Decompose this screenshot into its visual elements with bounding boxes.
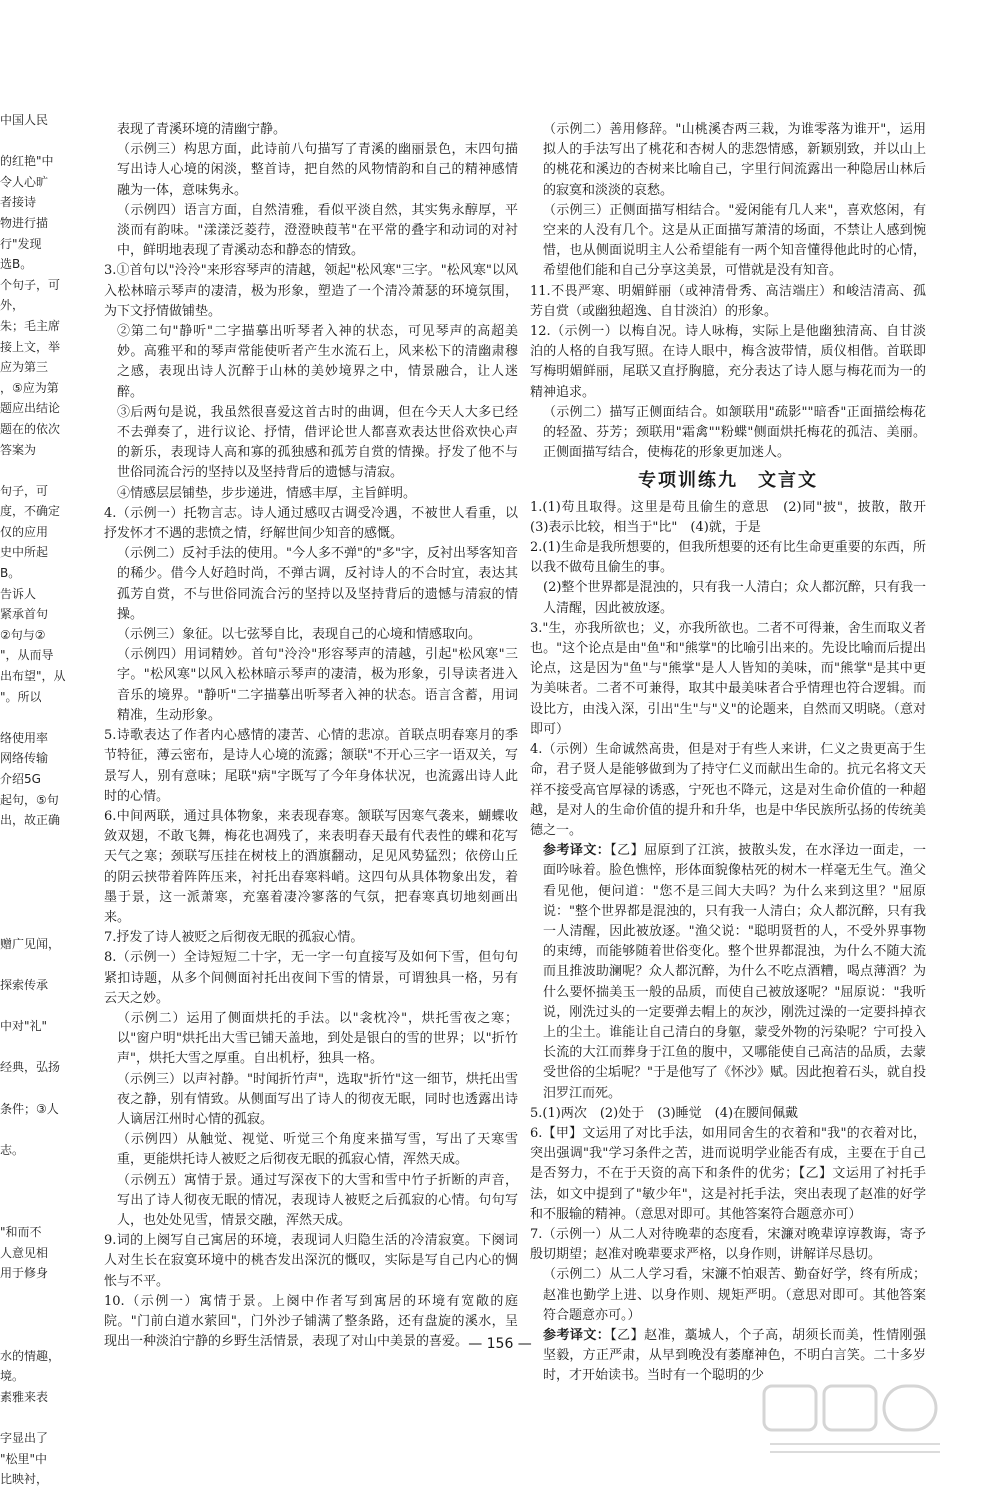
answer-paragraph: （示例五）寓情于景。通过写深夜下的大雪和雪中竹子折断的声音，写出了诗人彻夜无眠的情况，表现诗人被贬之后孤寂的心情。句句写人，也处处见雪，情景交融，浑然天成。 xyxy=(117,1172,518,1228)
answer-paragraph: 4.（示例）生命诚然高贵，但是对于有些人来讲，仁义之贵更高于生命，君子贤人是能够做到为了持守仁义而献出生命的。抗元名将文天祥不接受高官厚禄的诱惑，宁死也不降元，这是对生命价值的一种超越，是对人的生命价值的提升和升华，也是中华民族所弘扬的传统美德之一。 xyxy=(530,742,926,838)
edge-fragment xyxy=(0,1078,68,1099)
answer-paragraph: 9.词的上阕写自己寓居的环境，表现词人归隐生活的冷清寂寞。下阕词人对生长在寂寞环境中的桃杏发出深沉的慨叹，实际是写自己内心的惆怅与不平。 xyxy=(104,1233,518,1289)
edge-fragment: 接上文，举 xyxy=(0,339,61,354)
answer-paragraph: 6.【甲】文运用了对比手法，如用同舍生的衣着和"我"的衣着对比，突出强调"我"学习条件之苦，进而说明学业能否有成，主要在于自己是否努力，不在于天资的高下和条件的优劣；【乙】文运用了衬托手法，如文中提到了"敏少年"，这是衬托手法，突出表现了赵准的好学和不服输的精神。（意思对即可。其他答案符合题意亦可） xyxy=(530,1125,926,1222)
watermark-icon xyxy=(760,1380,960,1460)
edge-fragment: 水的情趣， xyxy=(0,1348,61,1363)
edge-fragment xyxy=(0,996,68,1017)
edge-fragment xyxy=(0,831,68,852)
answer-paragraph: ②第二句"静听"二字描摹出听琴者入神的状态，可见琴声的高超美妙。高雅平和的琴声常能使听者产生水流石上，风来松下的清幽肃穆之感，表现出诗人沉醉于山林的美妙境界之中，情景融合，让人迷醉。 xyxy=(117,324,518,400)
edge-fragment: 条件；③人 xyxy=(0,1101,59,1116)
answer-paragraph: （示例三）象征。以七弦琴自比，表现自己的心境和情感取向。 xyxy=(117,627,482,643)
answer-paragraph: 8.（示例一）全诗短短二十字，无一字一句直接写及如何下雪，但句句紧扣诗题，从多个间侧面衬托出夜间下雪的情景，可谓独具一格，另有云天之妙。 xyxy=(104,950,518,1006)
answer-paragraph: 2.(1)生命是我所想要的，但我所想要的还有比生命更重要的东西，所以我不做苟且偷生的事。 xyxy=(530,540,926,576)
edge-fragment xyxy=(0,872,68,893)
edge-fragment: 紧承首句 xyxy=(0,607,49,622)
edge-fragment: 选B。 xyxy=(0,257,33,272)
edge-fragment: 经典，弘扬 xyxy=(0,1060,61,1075)
translation-text: 【乙】赵准，藁城人，个子高，胡须长而美，性情刚强坚毅，方正严肃，从早到晚没有萎靡神色，不明白言笑。二十多岁时，才开始读书。当时有一个聪明的少 xyxy=(543,1327,926,1384)
answer-paragraph: 3.①首句以"泠泠"来形容琴声的清越，领起"松风寒"三字。"松风寒"以风入松林暗示琴声的凄清，极为形象，塑造了一个清冷萧瑟的环境氛围，为下文抒情做铺垫。 xyxy=(104,263,518,319)
answer-paragraph: 7.（示例一）从二人对待晚辈的态度看，宋濂对晚辈谆谆教诲，寄予殷切期望；赵准对晚辈要求严格，以身作则，讲解详尽恳切。 xyxy=(530,1226,926,1263)
right-column-bottom xyxy=(530,498,940,1387)
edge-fragment: 题在的依次 xyxy=(0,421,61,436)
watermark-logo xyxy=(760,1380,960,1460)
edge-fragment xyxy=(0,913,68,934)
right-column-top xyxy=(530,120,926,463)
answer-paragraph: （示例三）正侧面描写相结合。"爱闲能有几人来"，喜欢悠闲，有空来的人没有几个。这是从正面描写萧清的场面，不禁让人感到惋惜，也从侧面说明主人公希望能有一两个知音懂得他此时的心情，希望他们能和自己分享这美景，可惜就是没有知音。 xyxy=(543,202,926,279)
answer-paragraph: 12.（示例一）以梅自况。诗人咏梅，实际上是他幽独清高、自甘淡泊的人格的自我写照。在诗人眼中，梅含波带情，质仪相偕。首联即写梅明媚鲜丽，尾联又直抒胸臆，充分表达了诗人愿与梅花而为一的精神追求。 xyxy=(530,324,926,400)
edge-fragment: 物进行描 xyxy=(0,215,49,230)
edge-fragment: 应为第三 xyxy=(0,360,49,375)
edge-fragment: 朱；毛主席 xyxy=(0,318,61,333)
edge-fragment: 字显出了 xyxy=(0,1431,49,1445)
edge-fragment: 者接诗 xyxy=(0,195,37,210)
edge-fragment: B。 xyxy=(0,566,21,581)
edge-fragment: "，从而导 xyxy=(0,648,54,663)
edge-fragment xyxy=(0,131,68,152)
answer-paragraph: 7.抒发了诗人被贬之后彻夜无眠的孤寂心情。 xyxy=(104,930,364,946)
edge-fragment: 的红艳"中 xyxy=(0,154,54,169)
answer-paragraph: 5.(1)两次 (2)处于 (3)睡觉 (4)在腰间佩戴 xyxy=(530,1105,799,1121)
answer-paragraph: （示例三）以声衬静。"时闻折竹声"，选取"折竹"这一细节，烘托出雪夜之静，别有情致。从侧面写出了诗人的彻夜无眠，同时也透露出诗人谪居江州时心情的孤寂。 xyxy=(117,1071,518,1127)
edge-fragment: 中对"礼" xyxy=(0,1019,48,1034)
edge-fragment: 用于修身 xyxy=(0,1266,49,1281)
answer-paragraph: 11.不畏严寒、明媚鲜丽（或神清骨秀、高洁端庄）和峻洁清高、孤芳自赏（或幽独超逸、自甘淡泊）的形象。 xyxy=(530,283,926,319)
answer-paragraph: ③后两句是说，我虽然很喜爱这首古时的曲调，但在今天人大多已经不去弹奏了，进行议论、抒情，借评论世人都喜欢表达世俗欢快心声的新乐，表现诗人高和寡的孤独感和孤芳自赏的情操。抒发了他不与世俗同流合污的坚持以及坚持背后的遗憾与清寂。 xyxy=(117,404,518,481)
edge-fragment: 境。 xyxy=(0,1369,25,1384)
edge-fragment: ②句与② xyxy=(0,627,46,642)
right-column xyxy=(530,120,940,1387)
section-title: 专项训练九 文言文 xyxy=(638,470,818,492)
edge-fragment xyxy=(0,1304,68,1325)
edge-fragment: 史中所起 xyxy=(0,545,49,560)
edge-fragment: 仅的应用 xyxy=(0,524,49,539)
edge-fragment: 题应出结论 xyxy=(0,401,61,416)
answer-paragraph: 1.(1)苟且取得。这里是苟且偷生的意思 (2)同"披"，披散，散开 (3)表示比较，相当于"比" (4)就，于是 xyxy=(530,499,940,535)
translation-label: 参考译文： xyxy=(543,843,611,859)
edge-fragment: "。所以 xyxy=(0,689,42,704)
edge-fragment: 出，故正确 xyxy=(0,813,61,828)
edge-fragment xyxy=(0,893,68,914)
edge-fragment xyxy=(0,1037,68,1058)
edge-fragment: 比映衬， xyxy=(0,1472,49,1487)
edge-fragment: 中国人民 xyxy=(0,113,49,127)
page-number: — 156 — xyxy=(468,1336,532,1352)
edge-fragment: 志。 xyxy=(0,1142,25,1157)
answer-paragraph: （示例二）从二人学习看，宋濂不怕艰苦、勤奋好学，终有所成；赵准也勤学上进、以身作则、规矩严明。（意思对即可。其他答案符合题意亦可。） xyxy=(543,1267,926,1323)
edge-fragment: 度，不确定 xyxy=(0,504,61,519)
answer-paragraph: 5.诗歌表达了作者内心感情的凄苦、心情的悲凉。首联点明春寒月的季节特征，薄云密布，是诗人心境的流露；颔联"不开心三字一语双关，写景写人，别有意味；尾联"病"字既写了今年身体状况，也流露出诗人此时的心情。 xyxy=(104,728,518,804)
middle-column xyxy=(104,120,518,1352)
edge-fragment xyxy=(0,1201,68,1222)
answer-paragraph: (2)整个世界都是混浊的，只有我一人清白；众人都沉醉，只有我一人清醒，因此被放逐。 xyxy=(543,580,926,616)
answer-paragraph: （示例二）描写正侧面结合。如颔联用"疏影""暗香"正面描绘梅花的轻盈、芬芳；颈联用"霜禽""粉蝶"侧面烘托梅花的孤洁、美丽。正侧面描写结合，使梅花的形象更加迷人。 xyxy=(543,404,926,461)
edge-fragment: 网络传输 xyxy=(0,751,49,766)
answer-paragraph: 6.中间两联，通过具体物象，来表现春寒。颔联写因寒气袭来，蝴蝶收敛双翅，不敢飞舞，梅花也凋残了，来表明春天最有代表性的蝶和花写天气之寒；颈联写压挂在树枝上的酒旗翻动，足见风势猛烈；依傍山丘的阴云挟带着阵阵压来，衬托出春寒料峭。这四句从具体物象出发，着墨于景，这一派萧寒，充塞着凄冷寥落的气氛，把春寒真切地刻画出来。 xyxy=(104,808,518,925)
edge-fragment: 络使用率 xyxy=(0,730,49,745)
edge-fragment: 出布望"，从 xyxy=(0,669,66,684)
translation-text: 【乙】屈原到了江滨，披散头发，在水泽边一面走，一面吟咏着。脸色憔悴，形体面貌像枯死的树木一样毫无生气。渔父看见他，便问道："您不是三闾大夫吗？为什么来到这里？"屈原说："整个世界都是混浊的，只有我一人清白；众人都沉醉，只有我一人清醒，因此被放逐。"渔父说："聪明贤哲的人，不受外界事物的束缚，而能够随着世俗变化。整个世界都混浊，为什么不随大流而且推波助澜呢？众人都沉醉，为什么不吃点酒糟，喝点薄酒？为什么要怀揣美玉一般的品质，而使自己被放逐呢？"屈原说："我听说，刚洗过头的一定要弹去帽上的灰沙，刚洗过澡的一定要抖掉衣上的尘土。谁能让自己清白的身躯，蒙受外物的污染呢？宁可投入长流的大江而葬身于江鱼的腹中，又哪能使自己高洁的品质，去蒙受世俗的尘垢呢？"于是他写了《怀沙》赋。因此抱着石头，就自投汨罗江而死。 xyxy=(543,843,926,1101)
edge-fragment: ，⑤应为第 xyxy=(0,380,59,395)
edge-fragment: 答案为 xyxy=(0,442,37,457)
edge-fragment xyxy=(0,851,68,872)
translation-label: 参考译文： xyxy=(543,1327,611,1343)
answer-paragraph: （示例二）善用修辞。"山桃溪杏两三栽，为谁零落为谁开"，运用拟人的手法写出了桃花和杏树人的悲怨情感，新颖别致，并以山上的桃花和溪边的杏树来比喻自己，字里行间流露出一种隐居山林后的寂寞和淡淡的哀愁。 xyxy=(543,122,926,198)
edge-fragment: 告诉人 xyxy=(0,586,37,601)
edge-fragment: 起句，⑤句 xyxy=(0,792,59,807)
edge-fragment: 人意见相 xyxy=(0,1245,49,1260)
answer-paragraph: （示例四）用词精妙。首句"泠泠"形容琴声的清越，引起"松风寒"三字。"松风寒"以风入松林暗示琴声的凄清，极为形象，引导读者进入音乐的境界。"静听"二字描摹出听琴者入神的状态。语言含蓄，用词精准，生动形象。 xyxy=(117,647,518,723)
edge-fragment xyxy=(0,1160,68,1181)
edge-fragment: 令人心旷 xyxy=(0,174,49,189)
answer-paragraph: （示例二）反衬手法的使用。"今人多不弹"的"多"字，反衬出琴客知音的稀少。借今人好趋时尚，不弹古调，反衬诗人的不合时宜，表达其孤芳自赏，不与世俗同流合污的坚持以及坚持背后的遗憾与清寂的情操。 xyxy=(117,546,518,622)
answer-paragraph: （示例二）运用了侧面烘托的手法。以"衾枕冷"，烘托雪夜之寒；以"窗户明"烘托出大雪已铺天盖地，到处是银白的雪的世界；以"折竹声"，烘托大雪之厚重。自出机杼，独具一格。 xyxy=(117,1010,518,1067)
edge-fragment: 句子，可 xyxy=(0,483,49,498)
edge-fragment xyxy=(0,460,68,481)
edge-fragment xyxy=(0,1284,68,1305)
answer-paragraph: （示例三）构思方面，此诗前八句描写了青溪的幽丽景色，末四句描写出诗人心境的闲淡，整首诗，把自然的风物情韵和自己的精神感情融为一体，意味隽永。 xyxy=(117,142,518,198)
answer-paragraph: ④情感层层铺垫，步步递进，情感丰厚，主旨鲜明。 xyxy=(117,485,417,501)
answer-paragraph: 3."生，亦我所欲也；义，亦我所欲也。二者不可得兼，舍生而取义者也。"这个论点是由"鱼"和"熊掌"的比喻引出来的。先设比喻而后提出论点，这是因为"鱼"与"熊掌"是人人皆知的美味，而"熊掌"是其中更为美味者。二者不可兼得，取其中最美味者合乎情理也符合逻辑。而设比方，由浅入深，引出"生"与"义"的论题来，自然而又明晓。（意对即可） xyxy=(530,620,926,737)
edge-fragment: 介绍5G xyxy=(0,772,41,786)
edge-fragment: 外， xyxy=(0,298,25,313)
answer-paragraph: （示例四）语言方面，自然清雅，看似平淡自然，其实隽永醇厚，平淡而有韵味。"漾漾泛菱荇，澄澄映葭苇"在平常的叠字和动词的对衬中，鲜明地表现了青溪动态和静态的情致。 xyxy=(117,202,518,259)
edge-fragment xyxy=(0,707,68,728)
left-edge-column xyxy=(0,110,68,1490)
edge-fragment xyxy=(0,954,68,975)
edge-fragment: "和而不 xyxy=(0,1225,42,1240)
edge-fragment: 素雅来表 xyxy=(0,1389,49,1404)
edge-fragment xyxy=(0,1181,68,1202)
edge-fragment: 个句子，可 xyxy=(0,277,61,292)
edge-fragment xyxy=(0,1407,68,1428)
answer-paragraph: （示例四）从触觉、视觉、听觉三个角度来描写雪，写出了天寒雪重，更能烘托诗人被贬之后彻夜无眠的孤寂心情，浑然天成。 xyxy=(117,1132,518,1168)
answer-paragraph: 表现了青溪环境的清幽宁静。 xyxy=(117,122,287,137)
edge-fragment xyxy=(0,1119,68,1140)
answer-paragraph: 4.（示例一）托物言志。诗人通过感叹古调受冷遇，不被世人看重，以抒发怀才不遇的悲愤之情，纾解世间少知音的感慨。 xyxy=(104,505,518,542)
edge-fragment: 探索传承 xyxy=(0,977,49,992)
answer-paragraph xyxy=(530,841,926,1104)
answer-paragraph: 10.（示例一）寓情于景。上阕中作者写到寓居的环境有宽敞的庭院。"门前白道水萦回"，门外沙子铺满了整条路，还有盘旋的溪水，呈现出一种淡泊宁静的乡野生活情景，表现了对山中美景的喜爱。 xyxy=(104,1293,518,1350)
edge-fragment: 赠广见闻， xyxy=(0,936,61,951)
edge-fragment: "松里"中 xyxy=(0,1451,48,1466)
edge-fragment: 行"发现 xyxy=(0,236,42,251)
